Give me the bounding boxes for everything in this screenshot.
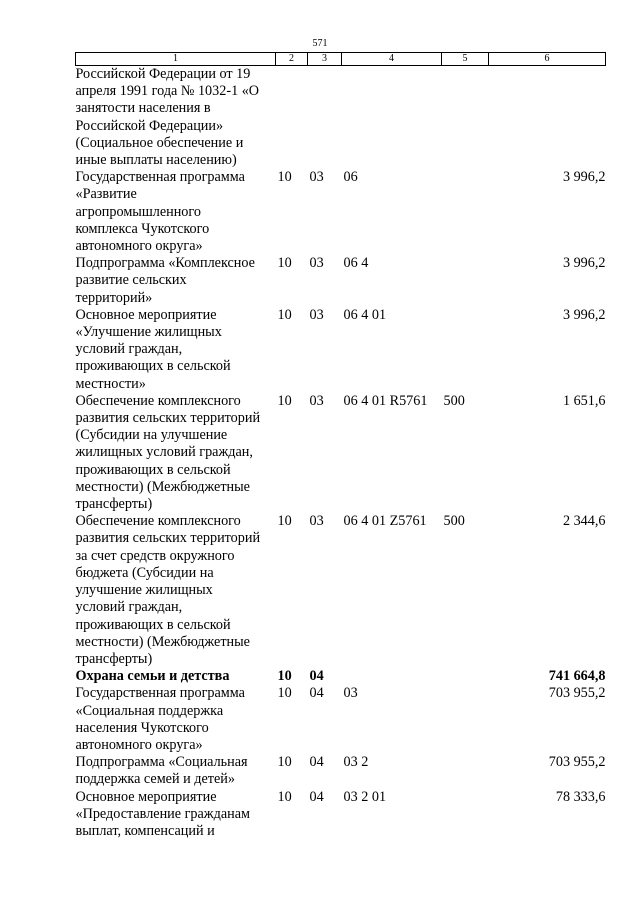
section-code-cell [276, 66, 308, 170]
section-code-cell: 10 [277, 169, 292, 186]
amount-cell: 1 651,6 [562, 392, 606, 409]
table-body [76, 66, 606, 841]
row-name-line: проживающих в сельской [75, 461, 231, 478]
row-name-cell [76, 513, 276, 668]
expense-type-cell [442, 754, 489, 788]
row-name-line: Подпрограмма «Социальная [75, 754, 248, 771]
row-name-line: развитие сельских [75, 272, 187, 289]
amount-cell: 3 996,2 [562, 255, 606, 272]
row-name-line: развития сельских территорий [75, 530, 261, 547]
section-code-cell: 10 [277, 306, 292, 323]
section-code-cell: 10 [277, 685, 292, 702]
target-article-cell: 06 4 01 [343, 306, 387, 323]
row-name-line: Основное мероприятие [75, 306, 217, 323]
table-row [76, 513, 606, 668]
row-name-line: местности) (Межбюджетные [75, 633, 250, 650]
expense-type-cell: 500 [443, 513, 465, 530]
amount-cell: 703 955,2 [548, 754, 606, 771]
table-row [76, 255, 606, 307]
column-header-1: 1 [76, 53, 276, 66]
expense-type-cell [442, 307, 489, 393]
row-name-line: развития сельских территорий [75, 410, 261, 427]
subsection-code-cell: 03 [309, 306, 324, 323]
row-name-line: Обеспечение комплексного [75, 513, 241, 530]
row-name-line: жилищных условий граждан, [75, 444, 253, 461]
amount-cell: 2 344,6 [562, 513, 606, 530]
target-article-cell [342, 668, 442, 685]
section-code-cell: 10 [277, 788, 292, 805]
row-name-cell [76, 393, 276, 513]
table-row [76, 66, 606, 170]
row-name-line: Российской Федерации» [75, 117, 224, 134]
expense-type-cell [442, 169, 489, 255]
subsection-code-cell: 03 [309, 392, 324, 409]
table-row [76, 393, 606, 513]
section-code-cell: 10 [277, 668, 292, 685]
row-name-line: населения Чукотского [75, 719, 209, 736]
row-name-line: местности) (Межбюджетные [75, 478, 250, 495]
target-article-cell: 03 [343, 685, 358, 702]
row-name-line: Государственная программа [75, 169, 245, 186]
target-article-cell [342, 66, 442, 170]
row-name-line: поддержка семей и детей» [75, 771, 235, 788]
row-name-line: занятости населения в [75, 100, 211, 117]
row-name-line: Государственная программа [75, 685, 245, 702]
column-header-2: 2 [276, 53, 308, 66]
target-article-cell: 06 4 01 R5761 [343, 392, 428, 409]
expense-type-cell [442, 66, 489, 170]
row-name-line: автономного округа» [75, 238, 203, 255]
amount-cell [489, 66, 606, 170]
row-name-line: агропромышленного [75, 203, 201, 220]
subsection-code-cell: 03 [309, 255, 324, 272]
table-row [76, 668, 606, 685]
expense-type-cell [442, 685, 489, 754]
amount-cell: 3 996,2 [562, 169, 606, 186]
section-code-cell: 10 [277, 513, 292, 530]
row-name-line: Основное мероприятие [75, 788, 217, 805]
target-article-cell: 03 2 01 [343, 788, 387, 805]
amount-cell: 703 955,2 [548, 685, 606, 702]
row-name-cell [76, 255, 276, 307]
table-row [76, 754, 606, 788]
table-header-row [76, 53, 606, 66]
row-name-line: бюджета (Субсидии на [75, 564, 214, 581]
budget-table [75, 52, 606, 840]
amount-cell: 741 664,8 [548, 668, 606, 685]
row-name-line: местности» [75, 375, 146, 392]
section-code-cell: 10 [277, 392, 292, 409]
row-name-line: условий граждан, [75, 599, 183, 616]
row-name-line: «Развитие [75, 186, 137, 203]
row-name-line: проживающих в сельской [75, 616, 231, 633]
expense-type-cell [442, 255, 489, 307]
column-header-4: 4 [342, 53, 442, 66]
row-name-line: комплекса Чукотского [75, 220, 210, 237]
row-name-cell [76, 66, 276, 170]
row-name-cell [76, 169, 276, 255]
row-name-line: апреля 1991 года № 1032-1 «О [75, 83, 260, 100]
column-header-5: 5 [442, 53, 489, 66]
row-name-line: трансферты) [75, 496, 153, 513]
expense-type-cell: 500 [443, 392, 465, 409]
column-header-6: 6 [489, 53, 606, 66]
row-name-cell [76, 789, 276, 841]
row-name-line: автономного округа» [75, 736, 203, 753]
row-name-line: (Субсидии на улучшение [75, 427, 228, 444]
row-name-line: условий граждан, [75, 341, 183, 358]
target-article-cell: 06 4 [343, 255, 369, 272]
subsection-code-cell: 04 [309, 685, 324, 702]
amount-cell: 3 996,2 [562, 306, 606, 323]
column-header-3: 3 [308, 53, 342, 66]
row-name-line: территорий» [75, 289, 153, 306]
row-name-line: иные выплаты населению) [75, 152, 237, 169]
table-row [76, 169, 606, 255]
table-row [76, 685, 606, 754]
subsection-code-cell: 03 [309, 169, 324, 186]
row-name-cell [76, 754, 276, 788]
row-name-line: за счет средств окружного [75, 547, 235, 564]
row-name-line: Обеспечение комплексного [75, 392, 241, 409]
row-name-line: трансферты) [75, 650, 153, 667]
target-article-cell: 03 2 [343, 754, 369, 771]
subsection-code-cell: 04 [309, 754, 324, 771]
expense-type-cell [442, 789, 489, 841]
target-article-cell: 06 [343, 169, 358, 186]
subsection-code-cell: 03 [309, 513, 324, 530]
expense-type-cell [442, 668, 489, 685]
subsection-code-cell: 04 [309, 788, 324, 805]
subsection-code-cell: 04 [309, 668, 324, 685]
row-name-cell [76, 307, 276, 393]
row-name-line: проживающих в сельской [75, 358, 231, 375]
row-name-line: «Улучшение жилищных [75, 324, 222, 341]
row-name-line: Российской Федерации от 19 [75, 66, 251, 82]
row-name-line: «Предоставление гражданам [75, 805, 250, 822]
row-name-line: (Социальное обеспечение и [75, 134, 244, 151]
row-name-line: улучшение жилищных [75, 582, 213, 599]
row-name-line: «Социальная поддержка [75, 702, 224, 719]
row-name-cell [76, 668, 276, 685]
row-name-line: выплат, компенсаций и [75, 822, 215, 839]
table-row [76, 789, 606, 841]
amount-cell: 78 333,6 [555, 788, 606, 805]
section-code-cell: 10 [277, 754, 292, 771]
row-name-cell [76, 685, 276, 754]
row-name-line: Охрана семьи и детства [75, 668, 230, 685]
page-number: 571 [312, 38, 328, 49]
row-name-line: Подпрограмма «Комплексное [75, 255, 255, 272]
section-code-cell: 10 [277, 255, 292, 272]
table-row [76, 307, 606, 393]
subsection-code-cell [308, 66, 342, 170]
target-article-cell: 06 4 01 Z5761 [343, 513, 427, 530]
